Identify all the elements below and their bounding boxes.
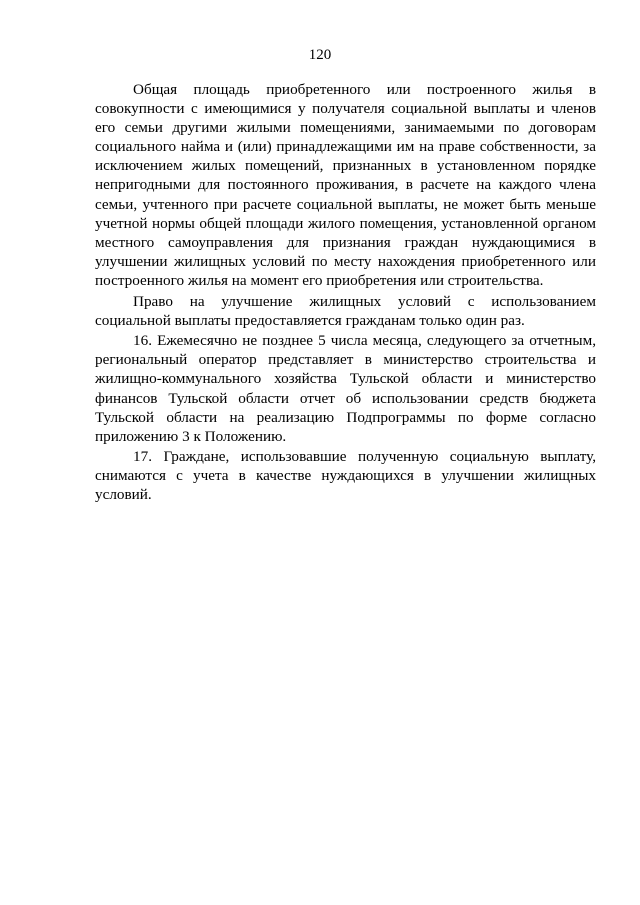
- page-number: 120: [308, 47, 332, 63]
- paragraph-clause-17: 17. Граждане, использовавшие полученную социальную выплату, снимаются с учета в качестве нуждающихся в улучшении жилищных условий.: [95, 448, 596, 504]
- document-body: [95, 80, 596, 505]
- paragraph-one-time-right: Право на улучшение жилищных условий с использованием социальной выплаты предоставляется гражданам только один раз.: [95, 292, 596, 329]
- paragraph-living-area-requirement: Общая площадь приобретенного или построенного жилья в совокупности с имеющимися у получателя социальной выплаты и членов его семьи другими жилыми помещениями, занимаемыми по договорам социального найма и (или) принадлежащими им на праве собственности, за исключением жилых помещений, признанных в установленном порядке непригодными для постоянного проживания, в расчете на каждого члена семьи, учтенного при расчете социальной выплаты, не может быть меньше учетной нормы общей площади жилого помещения, установленной органом местного самоуправления для признания граждан нуждающимися в улучшении жилищных условий по месту нахождения приобретенного или построенного жилья на момент его приобретения или строительства.: [95, 81, 596, 289]
- paragraph-clause-16: 16. Ежемесячно не позднее 5 числа месяца, следующего за отчетным, региональный оператор представляет в министерство строительства и жилищно-коммунального хозяйства Тульской области и министерство финансов Тульской области отчет об использовании средств бюджета Тульской области на реализацию Подпрограммы по форме согласно приложению 3 к Положению.: [95, 332, 596, 445]
